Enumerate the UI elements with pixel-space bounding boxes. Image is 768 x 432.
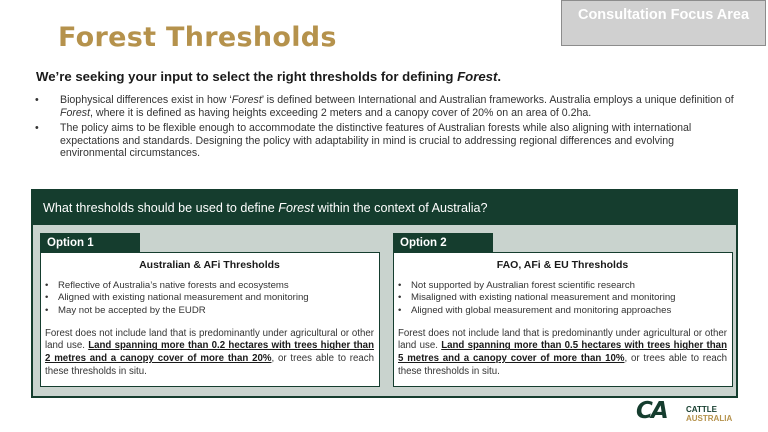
definition-threshold: Land spanning more than 0.2 hectares with trees higher than 2 metres and a canopy cover of more than 20% (45, 340, 374, 365)
logo-line-2: AUSTRALIA (686, 414, 733, 423)
definition-text: Forest does not include land that is predominantly under agricultural or other land use. (398, 327, 727, 352)
option-1-card (40, 252, 380, 387)
definition-text-end: , or trees able to reach these thresholds in situ. (45, 353, 374, 377)
bullet-text: The policy aims to be flexible enough to accommodate the distinctive features of Australian forests while also aligning with international expectations and standards. Designing the policy with adaptability in mind is crucial to addressing regional differences and evolving environmental circumstances. (60, 122, 692, 159)
logo-wordmark (686, 405, 732, 423)
subtitle-emphasis: Forest (457, 69, 498, 84)
bullet-text: ’ is defined between International and Australian frameworks. Australia employs a unique definition of (261, 94, 734, 106)
question-text-end: within the context of Australia? (313, 201, 488, 215)
bullet-text: Biophysical differences exist in how ‘ (60, 94, 232, 106)
option-point: • May not be accepted by the EUDR (45, 305, 374, 317)
subtitle-text: We’re seeking your input to select the right thresholds for defining (36, 69, 458, 84)
cattle-australia-logo (636, 398, 736, 428)
question-text: What thresholds should be used to define (43, 201, 279, 215)
definition-text-end: , or trees able to reach these thresholds in situ. (398, 353, 727, 377)
option-point: • Reflective of Australia’s native forests and ecosystems (45, 280, 374, 292)
option-2-points (398, 280, 727, 317)
question-emphasis: Forest (278, 201, 314, 215)
option-point: • Misaligned with existing national measurement and monitoring (398, 292, 727, 304)
threshold-question-panel (31, 189, 738, 398)
option-1-definition (45, 328, 374, 378)
question-header (33, 191, 736, 225)
option-1-tab: Option 1 (40, 233, 140, 253)
option-2-tab: Option 2 (393, 233, 493, 253)
intro-bullet (33, 94, 738, 119)
bullet-emphasis: Forest (231, 94, 262, 106)
option-1-heading: Australian & AFi Thresholds (139, 259, 280, 271)
option-point: • Aligned with existing national measurement and monitoring (45, 292, 374, 304)
logo-mark: CA (636, 398, 667, 424)
option-point: • Not supported by Australian forest scientific research (398, 280, 727, 292)
option-2-heading: FAO, AFi & EU Thresholds (496, 259, 629, 271)
page-subtitle (36, 69, 501, 84)
option-2-definition (398, 328, 727, 378)
definition-text: Forest does not include land that is predominantly under agricultural or other land use. (45, 327, 374, 352)
definition-threshold: Land spanning more than 0.5 hectares with trees higher than 5 metres and a canopy cover of more than 10% (398, 340, 727, 365)
option-point: • Aligned with global measurement and monitoring approaches (398, 305, 727, 317)
subtitle-end: . (497, 69, 502, 84)
intro-bullet-list (33, 94, 738, 163)
page-title: Forest Thresholds (58, 22, 337, 53)
bullet-emphasis: Forest (60, 106, 91, 119)
option-2-card (393, 252, 733, 387)
intro-bullet (33, 122, 738, 160)
option-1-points (45, 280, 374, 317)
consultation-focus-badge: Consultation Focus Area (561, 0, 766, 46)
logo-line-1: CATTLE (686, 405, 717, 414)
bullet-text: , where it is defined as having heights exceeding 2 meters and a canopy cover of 20% on an area of 0.2ha. (90, 106, 592, 119)
